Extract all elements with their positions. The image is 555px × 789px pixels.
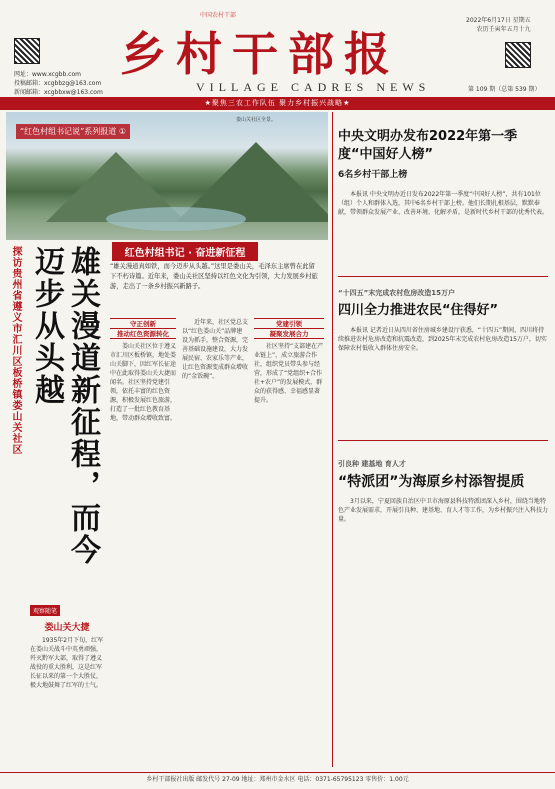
story-1-title: 中央文明办发布2022年第一季度“中国好人榜” bbox=[338, 129, 518, 162]
story-2-title: 四川全力推进农民“住得好” bbox=[338, 303, 499, 318]
story-lead: “雄关漫道真如铁，而今迈步从头越。”这里是娄山关，毛泽东主席曾在此留下不朽诗篇。近年来，娄山关社区坚持以红色文化为引领，大力发展乡村旅游，走出了一条乡村振兴新路子。 bbox=[110, 263, 318, 290]
story-3-kicker: 引良种 建基地 育人才 bbox=[338, 460, 406, 468]
story-column-3 bbox=[254, 318, 324, 462]
story-2-kicker: “十四五”末完成农村危房改造15万户 bbox=[338, 289, 455, 297]
subheading: 凝聚发展合力 bbox=[254, 329, 324, 339]
subheading: 党建引领 bbox=[254, 318, 324, 329]
column-text: 近年来，社区党总支以“红色娄山关”品牌建设为抓手，整合资源，完善基础设施建设，大力发展民宿、农家乐等产业，让红色资源变成群众增收的“金饭碗”。 bbox=[182, 319, 248, 380]
masthead-title: 乡村干部报 bbox=[120, 27, 400, 81]
photo-caption: 娄山关社区全景。 bbox=[236, 117, 277, 123]
subheading: 推动红色资源转化 bbox=[110, 329, 176, 339]
subheading: 守正创新 bbox=[110, 318, 176, 329]
story-column-2 bbox=[182, 318, 248, 458]
column-text: 社区坚持“支部建在产业链上”，成立旅游合作社，组织党员带头参与经营，形成了“党组织+合作社+农户”的发展模式，群众的获得感、幸福感显著提升。 bbox=[254, 343, 324, 404]
story-1-subtitle: 6名乡村干部上榜 bbox=[338, 170, 408, 180]
column-badge: 观察随笔 bbox=[30, 605, 60, 616]
story-3-title: “特派团”为海原乡村添智提质 bbox=[338, 474, 525, 490]
section-divider bbox=[338, 440, 548, 441]
story-1 bbox=[338, 128, 548, 270]
website: 网址：www.xcgbb.com bbox=[14, 71, 81, 78]
story-3-text: 3月以来，宁夏回族自治区中卫市海原县科技特派团深入乡村，围绕当地特色产业发展需求，开展引良种、建基地、育人才等工作，为乡村振兴注入科技力量。 bbox=[338, 498, 548, 523]
page-footer: 乡村干部报社出版 邮发代号 27-09 地址：郑州市金水区 电话：0371-65795123 零售价：1.00元 bbox=[0, 772, 555, 789]
qr-code-icon bbox=[505, 42, 531, 68]
river-shape bbox=[106, 207, 246, 231]
red-label: 红色村组书记 · 奋进新征程 bbox=[112, 242, 258, 261]
column-title: 娄山关大捷 bbox=[44, 623, 90, 633]
story-3 bbox=[338, 455, 548, 717]
section-divider bbox=[338, 276, 548, 277]
email-submit: 投稿邮箱：xcgbbzg@163.com bbox=[14, 80, 102, 87]
date: 2022年6月17日 星期五 bbox=[466, 17, 531, 24]
masthead-cn-label: 中国农村干部 bbox=[200, 12, 237, 19]
story-kicker: 探访贵州省遵义市汇川区板桥镇娄山关社区 bbox=[10, 246, 21, 455]
qr-code-icon bbox=[14, 38, 40, 64]
slogan-bar: ★聚焦三农工作队伍 聚力乡村振兴战略★ bbox=[0, 97, 555, 110]
story-1-text: 本报讯 中央文明办近日发布2022年第一季度“中国好人榜”，共有101位（组）个人和群体入选，其中6名乡村干部上榜。他们长期扎根基层，默默奉献，带领群众发展产业、改善环境、化解矛盾，是新时代乡村干部的优秀代表。 bbox=[338, 191, 548, 216]
issue-number: 第 109 期（总第 539 期） bbox=[468, 86, 541, 93]
lunar-date: 农历壬寅年五月十九 bbox=[476, 26, 531, 33]
main-headline: 雄关漫道新征程，而今迈步从头越 bbox=[29, 246, 100, 566]
column-text: 娄山关社区位于遵义市汇川区板桥镇，地处娄山关脚下，因红军长征途中在此取得娄山关大捷而闻名。社区坚持党建引领，依托丰富的红色资源，积极发展红色旅游，打造了一批红色教育基地，带动群众增收致富。 bbox=[110, 343, 176, 422]
masthead-english: VILLAGE CADRES NEWS bbox=[196, 80, 431, 94]
story-column-1 bbox=[110, 318, 176, 462]
masthead-date bbox=[466, 16, 531, 68]
series-label: “红色村组书记说”系列报道 ① bbox=[16, 124, 130, 139]
masthead bbox=[0, 0, 555, 110]
story-2 bbox=[338, 284, 548, 436]
story-2-text: 本报讯 记者近日从四川省住房城乡建设厅获悉，“十四五”期间，四川将持续推进农村危房改造和抗震改造，到2025年末完成农村危房改造15万户，切实保障农村低收入群体住房安全。 bbox=[338, 327, 547, 352]
masthead-contact bbox=[14, 38, 103, 97]
column-divider bbox=[332, 112, 333, 767]
email-news: 新闻邮箱：xcgbbxw@163.com bbox=[14, 89, 103, 96]
column-text: 1935年2月下旬，红军在娄山关战斗中英勇顽强，歼灭黔军大部，取得了遵义战役的重大胜利，这是红军长征以来的第一个大胜仗，极大地鼓舞了红军的士气。 bbox=[30, 637, 104, 689]
side-column bbox=[30, 598, 104, 753]
